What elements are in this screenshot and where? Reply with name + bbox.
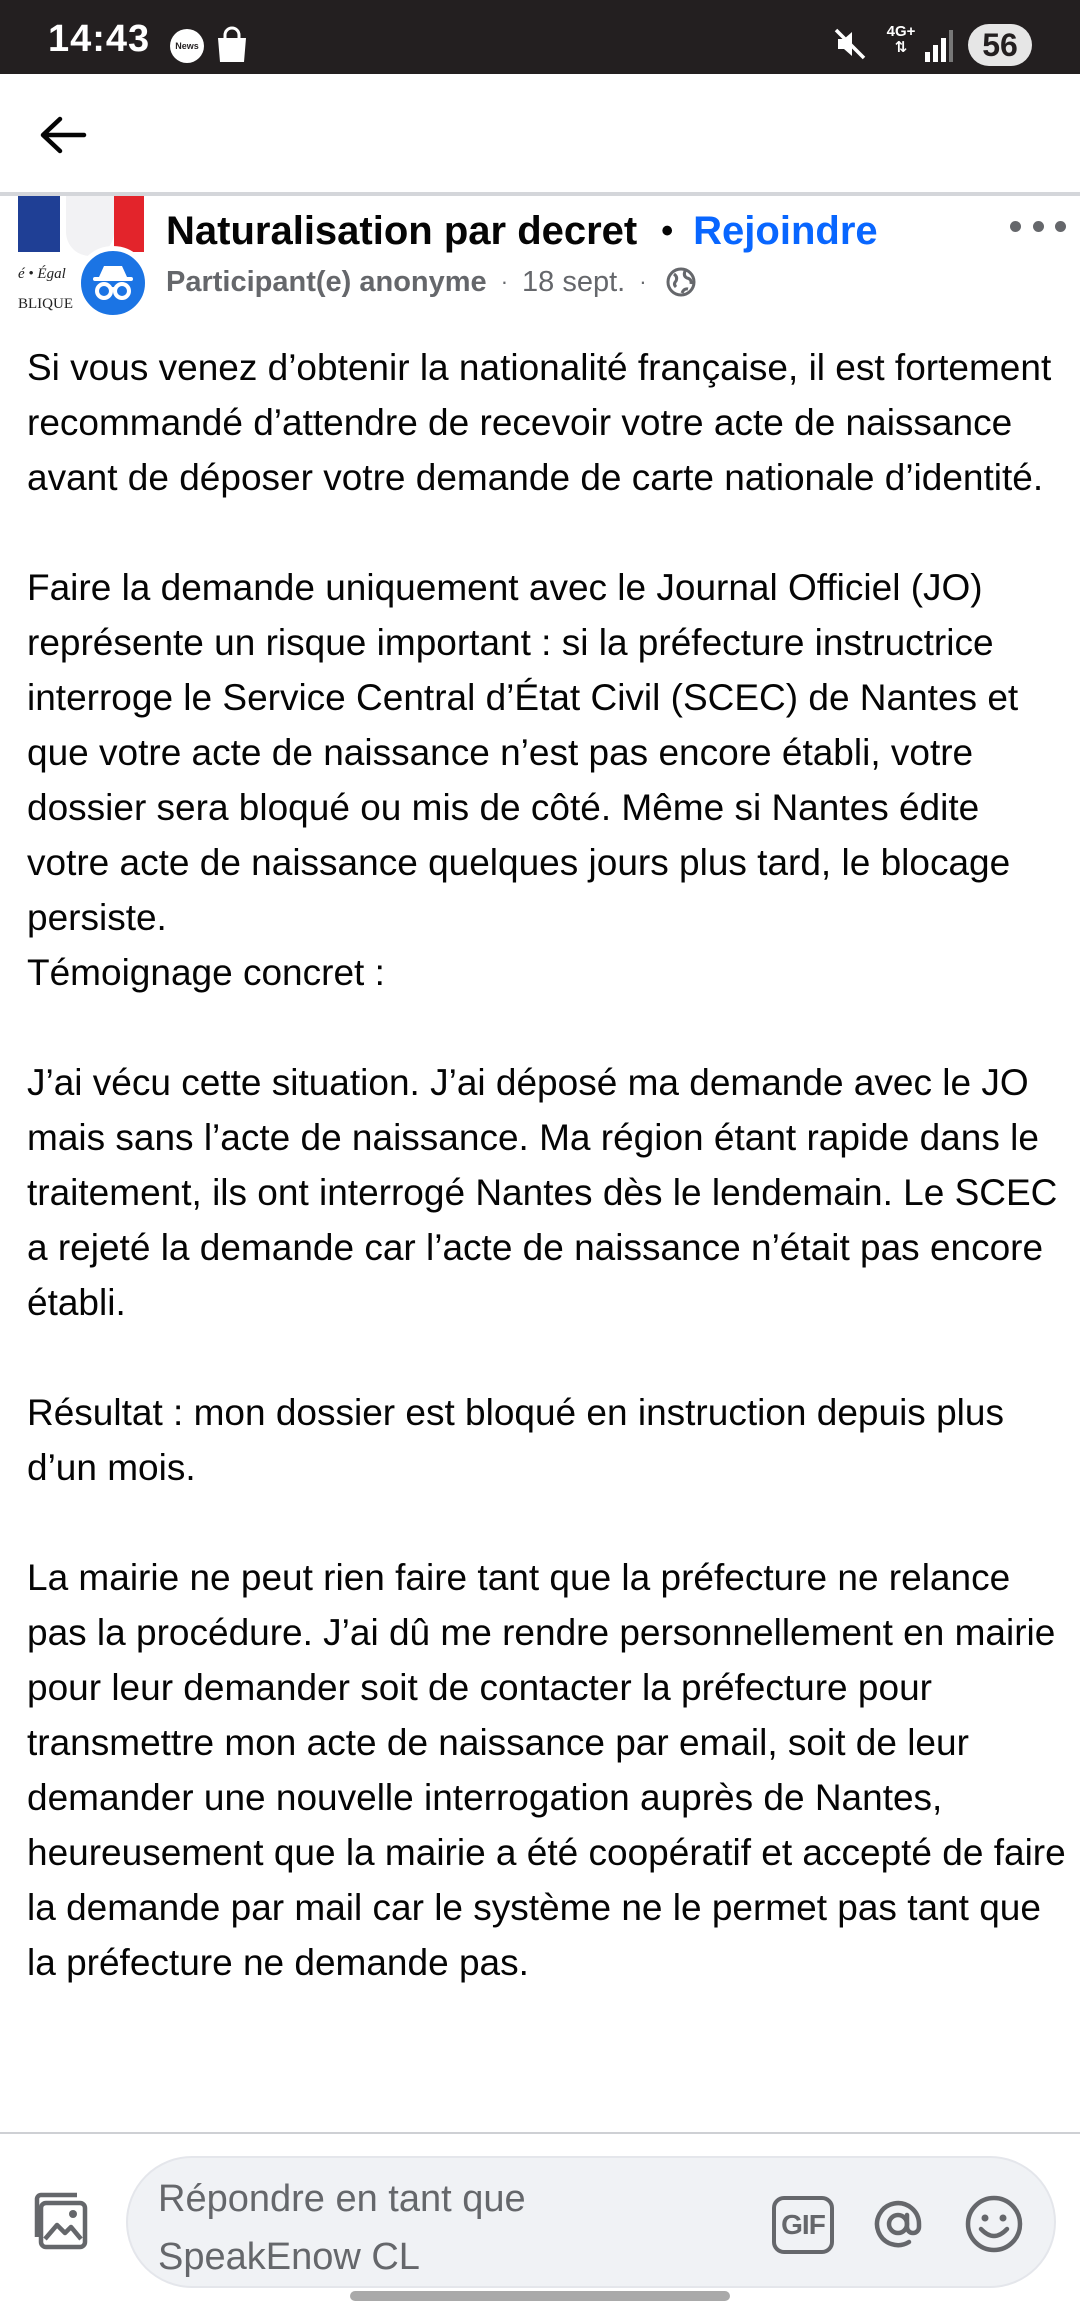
dot-icon (1033, 221, 1044, 232)
logo-flag-blue (18, 196, 60, 252)
news-icon: News (170, 29, 204, 63)
photo-icon (31, 2189, 95, 2253)
network-label: 4G+ (886, 23, 916, 40)
join-group-button[interactable]: Rejoindre (693, 208, 878, 253)
dot-icon (1055, 221, 1066, 232)
logo-motto: é • Égal (18, 266, 66, 282)
anonymous-avatar (76, 246, 150, 320)
group-title-row (166, 206, 878, 256)
post-paragraph: Faire la demande uniquement avec le Journal Officiel (JO) représente un risque important : si la préfecture instructrice interroge le Service Central d’État Civil (SCEC) de Nantes et que votre acte de naissance n’est pas encore établi, votre dossier sera bloqué ou mis de côté. Même si Nantes édite votre acte de naissance quelques jours plus tard, le blocage persiste. Témoignage concret : (27, 567, 1019, 993)
network-indicator: 4G+ ⇅ (886, 23, 916, 56)
at-mention-icon (867, 2193, 929, 2255)
photo-button[interactable] (28, 2186, 98, 2256)
post-author: Participant(e) anonyme (166, 265, 487, 298)
incognito-icon (89, 263, 137, 303)
shopping-bag-icon (215, 26, 249, 64)
globe-icon (665, 266, 697, 298)
post-body (27, 340, 1067, 1990)
status-time: 14:43 (48, 18, 151, 60)
meta-separator: · (500, 269, 509, 294)
arrow-left-icon (38, 115, 88, 155)
emoji-icon (963, 2193, 1025, 2255)
emoji-button[interactable] (962, 2192, 1026, 2256)
back-button[interactable] (30, 102, 96, 168)
reply-bar (0, 2134, 1080, 2316)
title-separator: • (661, 211, 674, 250)
top-nav (0, 74, 1080, 192)
signal-icon (924, 28, 954, 62)
logo-republique: BLIQUE (18, 296, 73, 312)
meta-separator: · (639, 269, 647, 294)
battery-indicator: 56 (968, 24, 1032, 66)
group-name[interactable]: Naturalisation par decret (166, 208, 638, 253)
post-paragraph: Si vous venez d’obtenir la nationalité française, il est fortement recommandé d’attendre de recevoir votre acte de naissance avant de déposer votre demande de carte nationale d’identité. (27, 347, 1052, 498)
dot-icon (1010, 221, 1021, 232)
home-indicator[interactable] (350, 2291, 730, 2301)
status-bar (0, 0, 1080, 74)
post-header (0, 196, 1080, 326)
logo-flag-red (114, 196, 144, 252)
post-meta (166, 262, 697, 302)
mention-button[interactable] (866, 2192, 930, 2256)
post-paragraph: J’ai vécu cette situation. J’ai déposé ma demande avec le JO mais sans l’acte de naissance. Ma région étant rapide dans le traitement, ils ont interrogé Nantes dès le lendemain. Le SCEC a rejeté la demande car l’acte de naissance n’était pas encore établi. (27, 1062, 1058, 1323)
reply-placeholder: Répondre en tant que SpeakEnow CL (158, 2178, 526, 2278)
mute-icon (832, 26, 868, 62)
post-paragraph: La mairie ne peut rien faire tant que la préfecture ne relance pas la procédure. J’ai dû me rendre personnellement en mairie pour leur demander soit de contacter la préfecture pour transmettre mon acte de naissance par email, soit de leur demander une nouvelle interrogation auprès de Nantes, heureusement que la mairie a été coopératif et accepté de faire la demande par mail car le système ne le permet pas tant que la préfecture ne demande pas. (27, 1557, 1066, 1983)
post-date[interactable]: 18 sept. (522, 265, 626, 298)
post-paragraph: Résultat : mon dossier est bloqué en instruction depuis plus d’un mois. (27, 1392, 1004, 1488)
more-options-button[interactable] (1010, 216, 1066, 236)
gif-button[interactable]: GIF (772, 2196, 834, 2254)
reply-input[interactable] (126, 2156, 1056, 2288)
